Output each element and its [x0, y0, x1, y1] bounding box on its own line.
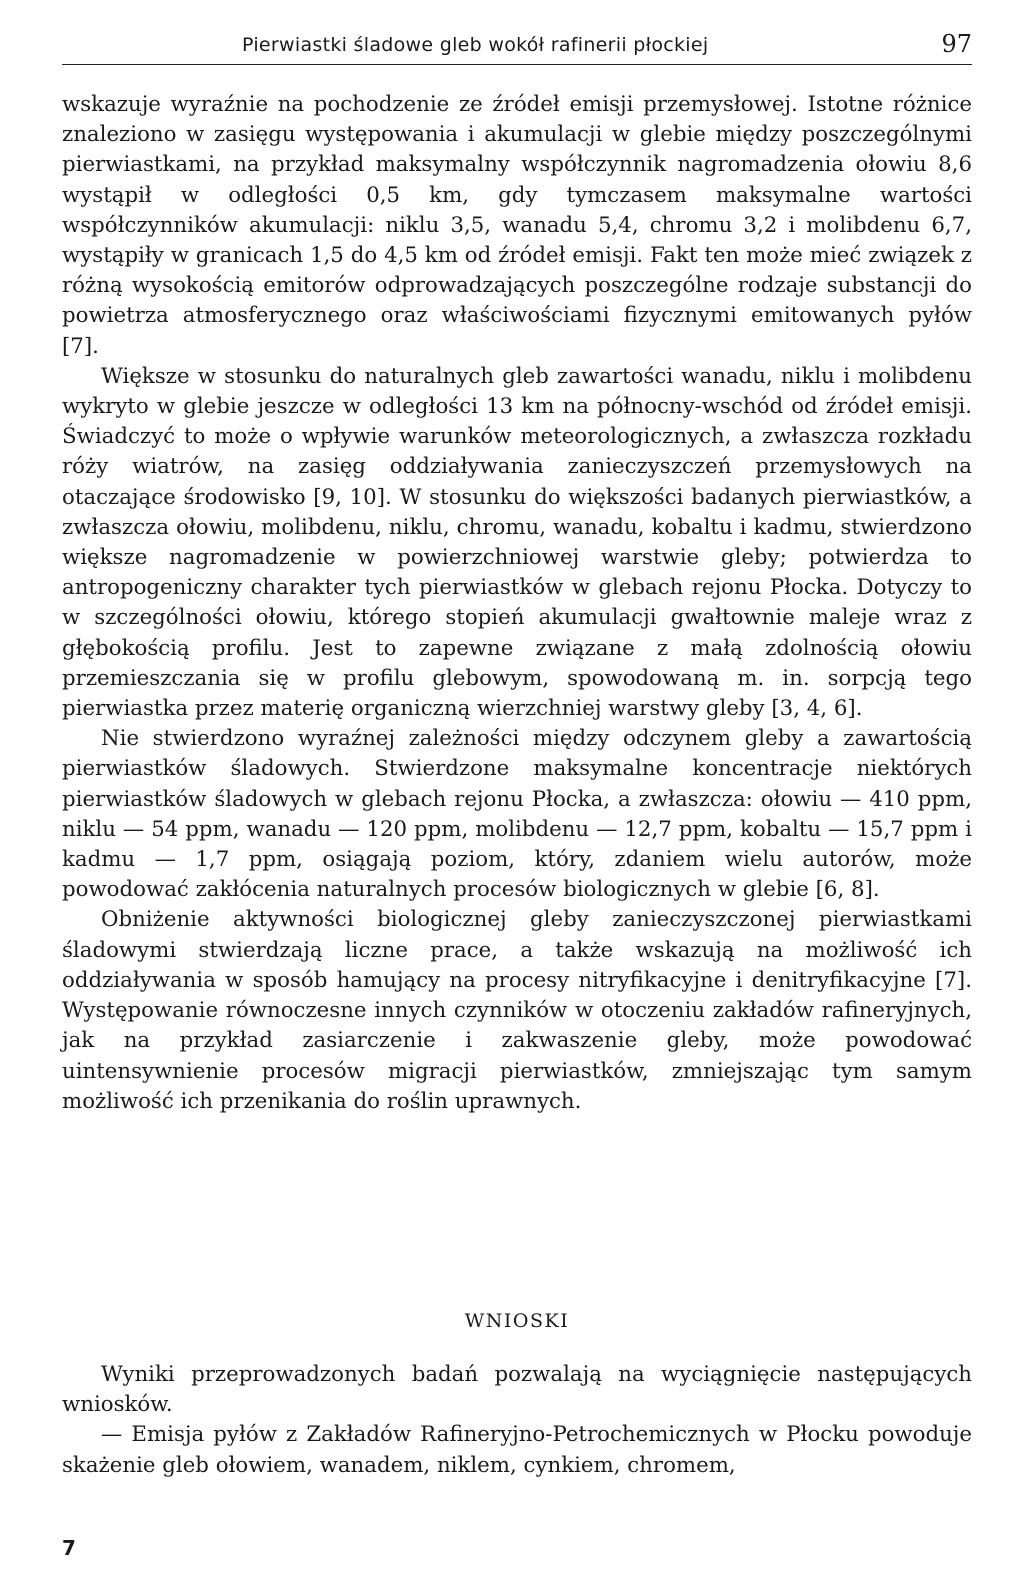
running-header: [62, 30, 972, 65]
running-title: Pierwiastki śladowe gleb wokół rafinerii płockiej: [242, 34, 709, 56]
section-heading: WNIOSKI: [464, 1310, 570, 1332]
paragraph: Większe w stosunku do naturalnych gleb zawartości wanadu, niklu i molibdenu wykryto w glebie jeszcze w odległości 13 km na północny-wschód od źródeł emisji. Świadczyć to może o wpływie warunków meteorologicznych, a zwłaszcza rozkładu róży wiatrów, na zasięg oddziaływania zanieczyszczeń przemysłowych na otaczające środowisko [9, 10]. W stosunku do większości badanych pierwiastków, a zwłaszcza ołowiu, molibdenu, niklu, chromu, wanadu, kobaltu i kadmu, stwierdzono większe nagromadzenie w powierzchniowej warstwie gleby; potwierdza to antropogeniczny charakter tych pierwiastków w glebach rejonu Płocka. Dotyczy to w szczególności ołowiu, którego stopień akumulacji gwałtownie maleje wraz z głębokością profilu. Jest to zapewne związane z małą zdolnością ołowiu przemieszczania się w profilu glebowym, spowodowaną m. in. sorpcją tego pierwiastka przez materię organiczną wierzchniej warstwy gleby [3, 4, 6].: [62, 363, 972, 722]
conclusion-item: — Emisja pyłów z Zakładów Rafineryjno-Petrochemicznych w Płocku powoduje skażenie gleb ołowiem, wanadem, niklem, cynkiem, chromem,: [62, 1422, 972, 1478]
printer-signature-mark: 7: [62, 1536, 76, 1560]
paragraph: Obniżenie aktywności biologicznej gleby zanieczyszczonej pierwiastkami śladowymi stwierdzają liczne prace, a także wskazują na możliwość ich oddziaływania w sposób hamujący na procesy nitryfikacyjne i denitryfikacyjne [7]. Występowanie równoczesne innych czynników w otoczeniu zakładów rafineryjnych, jak na przykład zasiarczenie i zakwaszenie gleby, może powodować uintensywnienie procesów migracji pierwiastków, zmniejszając tym samym możliwość ich przenikania do roślin uprawnych.: [62, 907, 972, 1114]
page-number: 97: [941, 30, 972, 58]
paragraph: Nie stwierdzono wyraźnej zależności między odczynem gleby a zawartością pierwiastków śladowych. Stwierdzone maksymalne koncentracje niektórych pierwiastków śladowych w glebach rejonu Płocka, a zwłaszcza: ołowiu — 410 ppm, niklu — 54 ppm, wanadu — 120 ppm, molibdenu — 12,7 ppm, kobaltu — 15,7 ppm i kadmu — 1,7 ppm, osiągają poziom, który, zdaniem wielu autorów, może powodować zakłócenia naturalnych procesów biologicznych w glebie [6, 8].: [62, 726, 972, 903]
conclusions-text: [62, 1360, 972, 1481]
paragraph: wskazuje wyraźnie na pochodzenie ze źródeł emisji przemysłowej. Istotne różnice znaleziono w zasięgu występowania i akumulacji w glebie między poszczególnymi pierwiastkami, na przykład maksymalny współczynnik nagromadzenia ołowiu 8,6 wystąpił w odległości 0,5 km, gdy tymczasem maksymalne wartości współczynników akumulacji: niklu 3,5, wanadu 5,4, chromu 3,2 i molibdenu 6,7, wystąpiły w granicach 1,5 do 4,5 km od źródeł emisji. Fakt ten może mieć związek z różną wysokością emitorów odprowadzających poszczególne rodzaje substancji do powietrza atmosferycznego oraz właściwościami fizycznymi emitowanych pyłów [7].: [62, 92, 972, 359]
main-text: [62, 90, 972, 1117]
conclusions-intro: Wyniki przeprowadzonych badań pozwalają na wyciągnięcie następujących wniosków.: [62, 1362, 972, 1418]
